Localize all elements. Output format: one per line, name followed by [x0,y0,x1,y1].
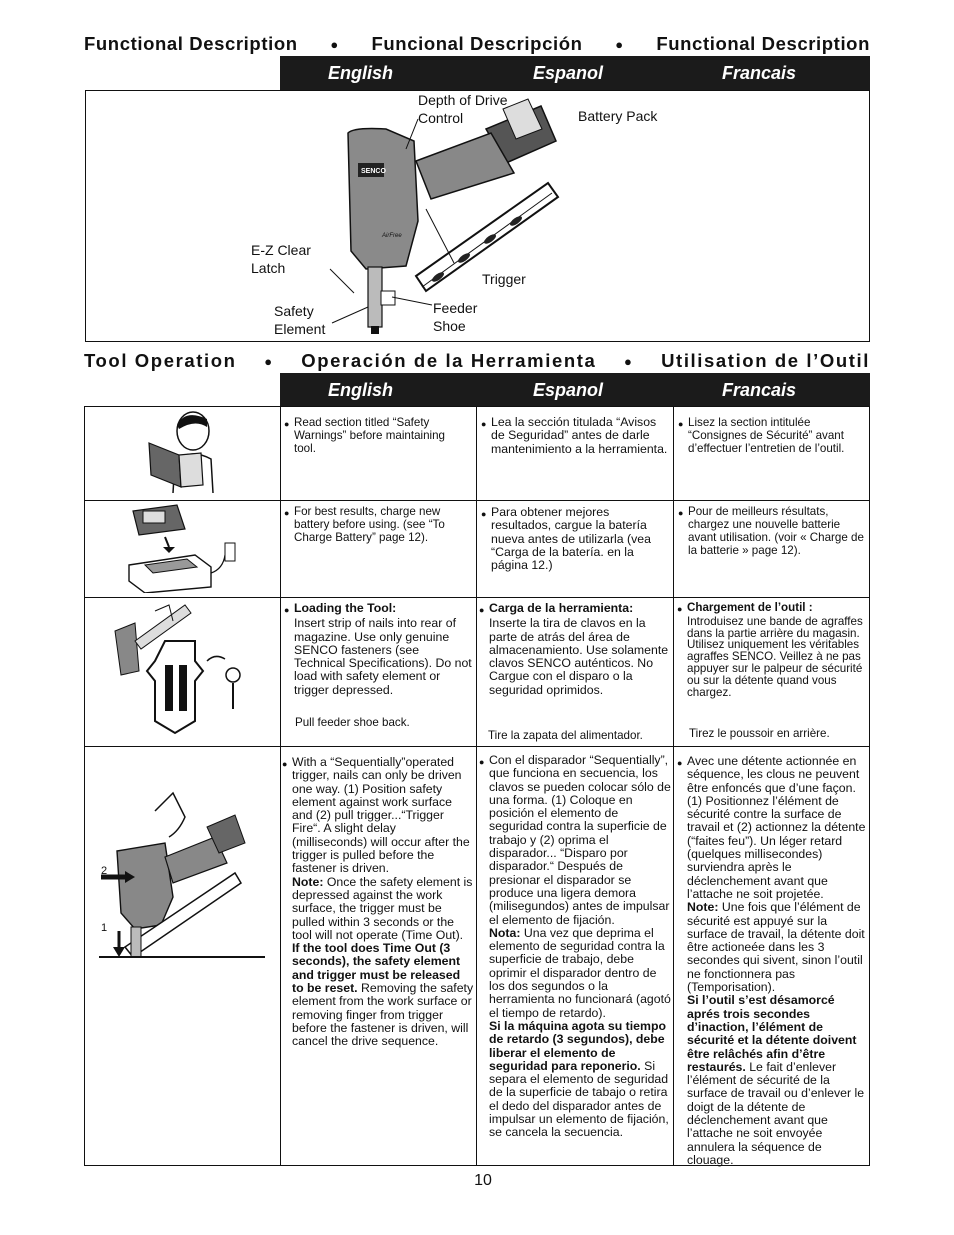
bullet-icon: ● [479,605,485,615]
bullet-icon: ● [677,758,683,768]
charge-en: ● For best results, charge new battery before using. (see “To Charge Battery” page 12). [284,505,445,544]
lang-english: English [328,380,394,400]
label-depth-of-drive: Depth of Drive Control [418,92,508,126]
charge-es: ● Para obtener mejores resultados, cargue la batería nueva antes de utilizarla (vea “Carga de la batería. en la página 12.) [481,505,651,573]
battery-charger-icon [125,503,245,593]
tool-diagram [85,90,870,342]
sequential-firing-illustration [95,787,275,987]
tool-operation-heading [84,350,870,372]
bullet-icon: ● [624,353,634,369]
lang-spanish: Espanol [533,63,604,83]
brand-logo: SENCO [361,168,386,175]
bullet-icon: ● [481,419,487,429]
loading-fr-caption: Tirez le poussoir en arrière. [689,727,830,740]
bullet-icon: ● [284,419,290,429]
operation-table [84,406,870,1166]
reading-manual-icon [145,409,225,497]
loading-fr: ● Chargement de l’outil : Introduisez une bande de agraffes dans la partie arrière du magasin. Utilisez uniquement les véritables agraffes SENCO. Veillez à ne pas appuyer sur le palpeur de sécurité ou sur la détente quand vous chargez. [677,601,863,699]
sequential-en: ● With a “Sequentially”operated trigger, nails can only be driven one way. (1) Position safety element against work surface and (2) pull trigger...“Trigger Fire“. A slight delay (milliseconds) will occur after the trigger is pulled before the fastener is driven. Note: Once the safety element is depressed against the work surface, the trigger must be pulled within 3 seconds or the tool will not operate (Time Out). If the tool does Time Out (3 seconds), the safety element and trigger must be released to be reset. Removing the safety element from the work surface or removing finger from trigger before the fastener is driven, will cancel the drive sequence. [282,755,474,1049]
heading-english: Tool Operation [84,350,237,371]
heading-french: Functional Description [656,33,870,54]
nailer-illustration [86,91,871,343]
loading-en-caption: Pull feeder shoe back. [295,716,410,729]
bullet-icon: ● [330,36,339,52]
heading-english: Functional Description [84,33,298,54]
safety-en: ● Read section titled “Safety Warnings” before maintaining tool. [284,416,446,455]
bullet-icon: ● [615,36,624,52]
heading-spanish: Funcional Descripción [371,33,583,54]
loading-nails-illustration [95,601,275,741]
charge-fr: ● Pour de meilleurs résultats, chargez une nouvelle batterie avant utilisation. (voir « Charge de la batterie » page 12). [678,505,864,557]
bullet-icon: ● [481,509,487,519]
label-ez-clear-latch: E-Z Clear Latch [251,242,311,276]
label-feeder-shoe: Feeder Shoe [433,300,478,334]
label-trigger: Trigger [482,271,526,287]
sequential-es: ● Con el disparador “Sequentially”, que funciona en secuencia, los clavos se pueden colocar sólo de una forma. (1) Coloque en posición el elemento de seguridad contra la superficie de trabajo y (2) oprima el disparador... “Disparo por disparador.“ Después de presionar el disparador se produce una ligera demora (milisegundos) antes de impulsar el elemento de fijación. Nota: Una vez que deprima el elemento de seguridad contra la superficie de trabajo, debe oprimir el disparador dentro de los dos segundos o la herramienta no funcionará (agotó el tiempo de retardo). Si la máquina agota su tiempo de retardo (3 segundos), debe liberar el elemento de seguridad para reponerio. Si separa el elemento de seguridad de la superficie de tabajo o retira el dedo del disparador antes de impulsar un elemento de fijación, se cancela la secuencia. [479,753,671,1140]
language-bar [280,56,870,90]
lang-french: Francais [722,380,797,400]
loading-es: ● Carga de la herramienta: Inserte la tira de clavos en la parte de atrás del área de almacenamiento. Use solamente clavos SENCO auténticos. No Cargue con el disparo o la seguridad oprimidos. [479,601,669,697]
functional-description-heading [84,33,870,55]
bullet-icon: ● [479,757,485,767]
sequential-fr: ● Avec une détente actionnée en séquence, les clous ne peuvent être enfoncés que d’une façon. (1) Positionnez l’élément de sécurité contre la surface de travail et (2) actionnez la détente (“faites feu”). Un léger retard (quelques millisecondes) surviendra après le déclenchement avant que l’attache ne soit projetée. Note: Une fois que l’élément de sécurité est appuyé sur la surface de travail, la détente doit être actioneée dans les 3 secondes qui sivent, sinon l’outil ne fonctionnera pas (Temporisation). Si l’outil s’est désamorcé aprés trois secondes d’inaction, l’élément de sécurité et la détente doivent être relâchés afin d’être restaurés. Le fait d’enlever l’élément de sécurité de la surface de travail ou d’enlever le doigt de la détente de déclenchement avant que l’attache ne soit envoyée annulera la séquence de clouage. [677,754,866,1167]
bullet-icon: ● [264,353,274,369]
safety-fr: ● Lisez la section intitulée “Consignes de Sécurité” avant d’effectuer l’entretien de l’outil. [678,416,845,455]
bullet-icon: ● [678,419,684,429]
step-label-2: 2 [101,865,108,877]
bullet-icon: ● [282,759,288,769]
bullet-icon: ● [677,604,683,614]
loading-en: ● Loading the Tool: Insert strip of nails into rear of magazine. Use only genuine SENCO fasteners (see Technical Specifications). Do not load with safety element or trigger depressed. [284,601,472,697]
loading-es-caption: Tire la zapata del alimentador. [488,729,643,742]
heading-french: Utilisation de l’Outil [661,350,870,371]
lang-spanish: Espanol [533,380,604,400]
airfree-label: AirFree [382,233,402,239]
page-number: 10 [474,1172,492,1189]
bullet-icon: ● [284,605,290,615]
lang-french: Francais [722,63,797,83]
language-bar [280,373,870,407]
label-battery-pack: Battery Pack [578,108,658,124]
label-safety-element: Safety Element [274,303,326,337]
heading-spanish: Operación de la Herramienta [301,350,597,371]
bullet-icon: ● [678,508,684,518]
step-label-1: 1 [101,922,108,934]
safety-es: ● Lea la sección titulada “Avisos de Seguridad” antes de darle mantenimiento a la herramienta. [481,415,668,456]
bullet-icon: ● [284,508,290,518]
lang-english: English [328,63,394,83]
